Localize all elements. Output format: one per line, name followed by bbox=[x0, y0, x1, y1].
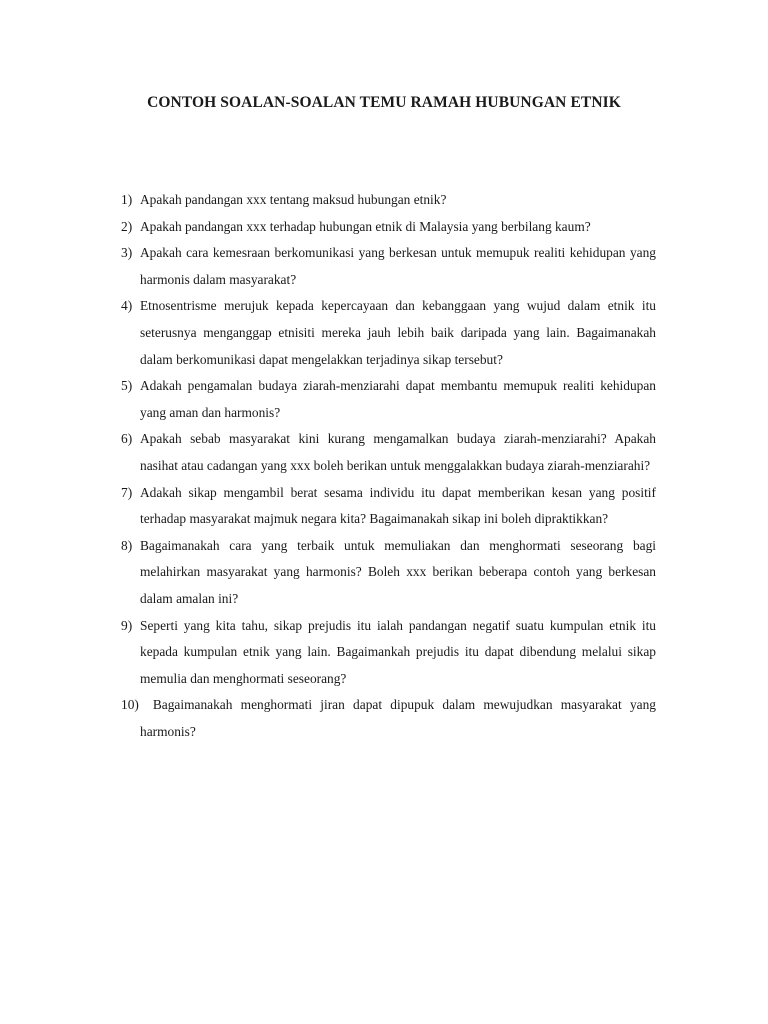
question-list bbox=[121, 187, 656, 745]
question-number: 9) bbox=[121, 617, 133, 633]
question-text: Adakah sikap mengambil berat sesama individu itu dapat memberikan kesan yang positif terhadap masyarakat majmuk negara kita? Bagaimanakah sikap ini boleh dipraktikkan? bbox=[140, 484, 656, 527]
question-number: 4) bbox=[121, 298, 133, 314]
question-number: 6) bbox=[121, 431, 133, 447]
question-text: Bagaimanakah cara yang terbaik untuk memuliakan dan menghormati seseorang bagi melahirkan masyarakat yang harmonis? Boleh xxx berikan beberapa contoh yang berkesan dalam amalan ini? bbox=[140, 537, 656, 606]
question-number: 8) bbox=[121, 537, 133, 553]
document-title: CONTOH SOALAN-SOALAN TEMU RAMAH HUBUNGAN ETNIK bbox=[147, 94, 621, 111]
question-text: Apakah cara kemesraan berkomunikasi yang berkesan untuk memupuk realiti kehidupan yang harmonis dalam masyarakat? bbox=[140, 245, 656, 287]
question-item bbox=[121, 214, 656, 241]
question-text: Bagaimanakah menghormati jiran dapat dipupuk dalam mewujudkan masyarakat yang harmonis? bbox=[140, 697, 656, 739]
question-item bbox=[121, 480, 656, 533]
question-item bbox=[121, 613, 656, 693]
question-item bbox=[121, 692, 656, 745]
question-text: Apakah pandangan xxx terhadap hubungan etnik di Malaysia yang berbilang kaum? bbox=[140, 218, 591, 234]
question-text: Apakah sebab masyarakat kini kurang mengamalkan budaya ziarah-menziarahi? Apakah nasihat atau cadangan yang xxx boleh berikan untuk menggalakkan budaya ziarah-menziarahi? bbox=[140, 431, 656, 473]
question-item bbox=[121, 373, 656, 426]
question-number: 10) bbox=[121, 697, 139, 713]
question-number: 1) bbox=[121, 192, 133, 207]
question-item bbox=[121, 240, 656, 293]
question-text: Apakah pandangan xxx tentang maksud hubungan etnik? bbox=[140, 192, 447, 207]
question-text: Seperti yang kita tahu, sikap prejudis itu ialah pandangan negatif suatu kumpulan etnik itu kepada kumpulan etnik yang lain. Bagaimankah prejudis itu dapat dibendung melalui sikap memulia dan menghormati seseorang? bbox=[140, 617, 656, 686]
question-text: Adakah pengamalan budaya ziarah-menziarahi dapat membantu memupuk realiti kehidupan yang aman dan harmonis? bbox=[140, 378, 656, 420]
question-number: 3) bbox=[121, 245, 133, 261]
question-item bbox=[121, 187, 656, 214]
question-item bbox=[121, 533, 656, 613]
question-number: 5) bbox=[121, 378, 133, 394]
question-number: 2) bbox=[121, 218, 133, 234]
question-number: 7) bbox=[121, 484, 133, 500]
question-item bbox=[121, 293, 656, 373]
question-item bbox=[121, 426, 656, 479]
question-text: Etnosentrisme merujuk kepada kepercayaan dan kebanggaan yang wujud dalam etnik itu seterusnya menganggap etnisiti mereka jauh lebih baik daripada yang lain. Bagaimanakah dalam berkomunikasi dapat mengelakkan terjadinya sikap tersebut? bbox=[140, 298, 656, 367]
